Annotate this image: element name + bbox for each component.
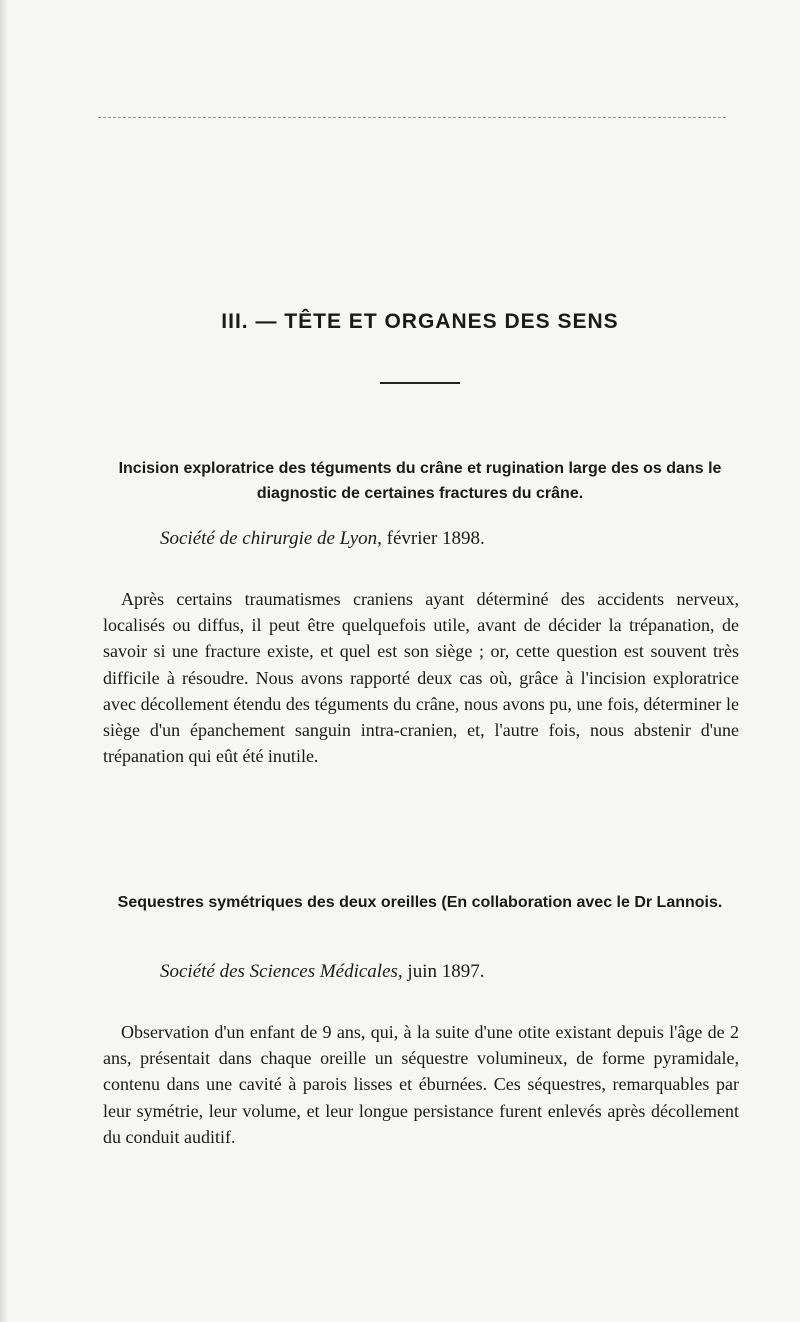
entry-body: Observation d'un enfant de 9 ans, qui, à la suite d'une otite existant depuis l'âge de 2 ans, présentait dans chaque oreille un séquestre volumineux, de forme pyramidale, contenu dans une cavité à parois lisses et éburnées. Ces séquestres, remarquables par leur symétrie, leur volume, et leur longue persistance furent enlevés après décollement du conduit auditif. <box>103 1022 739 1147</box>
entry-source <box>160 960 760 984</box>
source-society: Société de chirurgie de Lyon, <box>160 528 382 549</box>
source-date: février 1898. <box>381 528 485 549</box>
page-edge-shadow <box>0 0 8 1322</box>
source-society: Société des Sciences Médicales, <box>160 961 403 982</box>
entry-body: Après certains traumatismes craniens ayant déterminé des accidents nerveux, localisés ou diffus, il peut être quelquefois utile, avant de décider la trépanation, de savoir si une fracture existe, et quel est son siège ; or, cette question est souvent très difficile à résoudre. Nous avons rapporté deux cas où, grâce à l'incision exploratrice avec décollement étendu des téguments du crâne, nous avons pu, une fois, déterminer le siège d'un épanchement sanguin intra-cranien, et, l'autre fois, nous abstenir d'une trépanation qui eût été inutile. <box>103 589 739 767</box>
entry-title: Incision exploratrice des téguments du crâne et rugination large des os dans le diagnostic de certaines fractures du crâne. <box>118 460 722 502</box>
entry-title: Sequestres symétriques des deux oreilles (En collaboration avec le Dr Lannois. <box>117 894 723 911</box>
chapter-title: III. — TÊTE ET ORGANES DES SENS <box>221 310 619 333</box>
entry-source <box>160 527 760 551</box>
source-date: juin 1897. <box>402 961 485 982</box>
title-divider <box>380 382 460 384</box>
top-dotted-rule <box>98 117 726 118</box>
